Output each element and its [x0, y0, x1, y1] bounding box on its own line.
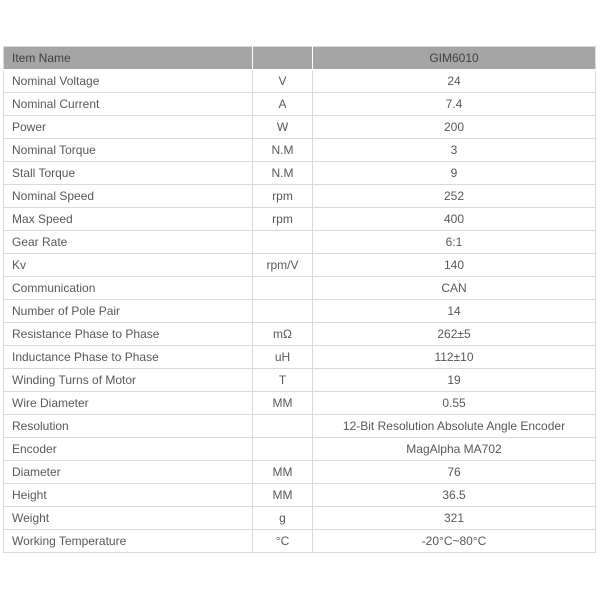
value-cell: 252	[313, 185, 596, 208]
unit-cell	[253, 438, 313, 461]
item-cell: Diameter	[4, 461, 253, 484]
table-row	[4, 277, 596, 300]
value-cell: 112±10	[313, 346, 596, 369]
item-cell: Working Temperature	[4, 530, 253, 553]
value-cell: 14	[313, 300, 596, 323]
value-cell: 3	[313, 139, 596, 162]
table-row	[4, 139, 596, 162]
value-cell: 140	[313, 254, 596, 277]
spec-table	[3, 46, 596, 553]
table-row	[4, 438, 596, 461]
item-cell: Weight	[4, 507, 253, 530]
item-cell: Kv	[4, 254, 253, 277]
unit-cell: V	[253, 70, 313, 93]
item-cell: Gear Rate	[4, 231, 253, 254]
item-cell: Stall Torque	[4, 162, 253, 185]
item-cell: Resistance Phase to Phase	[4, 323, 253, 346]
table-row	[4, 231, 596, 254]
item-cell: Power	[4, 116, 253, 139]
value-cell: 24	[313, 70, 596, 93]
item-cell: Nominal Speed	[4, 185, 253, 208]
table-row	[4, 323, 596, 346]
table-row	[4, 369, 596, 392]
value-cell: 19	[313, 369, 596, 392]
value-cell: 0.55	[313, 392, 596, 415]
unit-cell: MM	[253, 392, 313, 415]
unit-cell: MM	[253, 484, 313, 507]
item-cell: Inductance Phase to Phase	[4, 346, 253, 369]
unit-cell: g	[253, 507, 313, 530]
value-cell: -20°C~80°C	[313, 530, 596, 553]
table-row	[4, 185, 596, 208]
unit-cell: rpm	[253, 208, 313, 231]
value-cell: 6:1	[313, 231, 596, 254]
unit-cell: rpm	[253, 185, 313, 208]
value-cell: 9	[313, 162, 596, 185]
item-cell: Nominal Voltage	[4, 70, 253, 93]
item-cell: Nominal Current	[4, 93, 253, 116]
header-item-name: Item Name	[4, 47, 253, 70]
unit-cell: °C	[253, 530, 313, 553]
value-cell: 262±5	[313, 323, 596, 346]
value-cell: 12-Bit Resolution Absolute Angle Encoder	[313, 415, 596, 438]
table-row	[4, 254, 596, 277]
value-cell: 76	[313, 461, 596, 484]
unit-cell: MM	[253, 461, 313, 484]
table-row	[4, 484, 596, 507]
table-row	[4, 346, 596, 369]
unit-cell	[253, 415, 313, 438]
table-row	[4, 208, 596, 231]
value-cell: 36.5	[313, 484, 596, 507]
item-cell: Winding Turns of Motor	[4, 369, 253, 392]
table-row	[4, 415, 596, 438]
unit-cell: N.M	[253, 139, 313, 162]
unit-cell: A	[253, 93, 313, 116]
table-row	[4, 507, 596, 530]
value-cell: 400	[313, 208, 596, 231]
value-cell: 200	[313, 116, 596, 139]
value-cell: 321	[313, 507, 596, 530]
item-cell: Max Speed	[4, 208, 253, 231]
header-model: GIM6010	[313, 47, 596, 70]
unit-cell: rpm/V	[253, 254, 313, 277]
table-row	[4, 93, 596, 116]
unit-cell: uH	[253, 346, 313, 369]
unit-cell	[253, 231, 313, 254]
item-cell: Resolution	[4, 415, 253, 438]
table-row	[4, 392, 596, 415]
value-cell: 7.4	[313, 93, 596, 116]
header-unit	[253, 47, 313, 70]
item-cell: Encoder	[4, 438, 253, 461]
unit-cell: mΩ	[253, 323, 313, 346]
table-row	[4, 530, 596, 553]
unit-cell	[253, 277, 313, 300]
table-row	[4, 300, 596, 323]
item-cell: Number of Pole Pair	[4, 300, 253, 323]
unit-cell	[253, 300, 313, 323]
table-row	[4, 116, 596, 139]
value-cell: MagAlpha MA702	[313, 438, 596, 461]
item-cell: Wire Diameter	[4, 392, 253, 415]
unit-cell: N.M	[253, 162, 313, 185]
item-cell: Height	[4, 484, 253, 507]
value-cell: CAN	[313, 277, 596, 300]
item-cell: Communication	[4, 277, 253, 300]
table-row	[4, 461, 596, 484]
item-cell: Nominal Torque	[4, 139, 253, 162]
table-row	[4, 162, 596, 185]
unit-cell: W	[253, 116, 313, 139]
unit-cell: T	[253, 369, 313, 392]
header-row	[4, 47, 596, 70]
spec-table-body	[4, 70, 596, 553]
table-row	[4, 70, 596, 93]
spec-table-header	[4, 47, 596, 70]
